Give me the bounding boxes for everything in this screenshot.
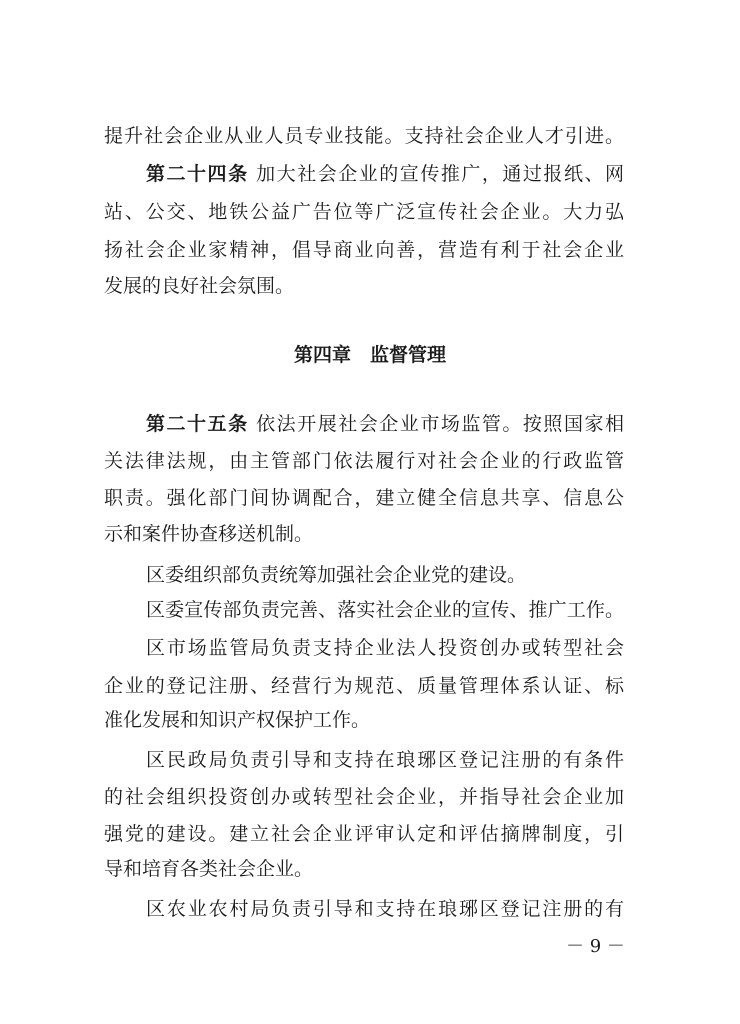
paragraph-line: 站、公交、地铁公益广告位等广泛宣传社会企业。大力弘 xyxy=(104,201,624,223)
paragraph-line: 区农业农村局负责引导和支持在琅琊区登记注册的有 xyxy=(146,898,624,920)
paragraph-line: 区委宣传部负责完善、落实社会企业的宣传、推广工作。 xyxy=(146,599,624,621)
paragraph-line: 发展的良好社会氛围。 xyxy=(104,275,295,297)
paragraph-line: 关法律法规，由主管部门依法履行对社会企业的行政监管 xyxy=(104,450,624,472)
article-25-number: 第二十五条 xyxy=(146,413,249,435)
article-25-first-line: 第二十五条 依法开展社会企业市场监管。按照国家相 xyxy=(146,413,624,435)
paragraph-line: 强党的建设。建立社会企业评审认定和评估摘牌制度，引 xyxy=(104,823,624,845)
paragraph-line: 扬社会企业家精神，倡导商业向善，营造有利于社会企业 xyxy=(104,239,624,261)
paragraph-line: 示和案件协查移送机制。 xyxy=(104,523,314,545)
chapter-heading: 第四章 监督管理 xyxy=(293,344,446,366)
paragraph-line: 提升社会企业从业人员专业技能。支持社会企业人才引进。 xyxy=(104,125,624,147)
paragraph-line: 导和培育各类社会企业。 xyxy=(104,858,314,880)
paragraph-line: 区民政局负责引导和支持在琅琊区登记注册的有条件 xyxy=(146,749,624,771)
paragraph-line: 区市场监管局负责支持企业法人投资创办或转型社会 xyxy=(146,637,624,659)
paragraph-line: 准化发展和知识产权保护工作。 xyxy=(104,709,371,731)
paragraph-line: 的社会组织投资创办或转型社会企业，并指导社会企业加 xyxy=(104,786,624,808)
paragraph-line: 区委组织部负责统筹加强社会企业党的建设。 xyxy=(146,564,527,586)
page-number: － 9 － xyxy=(566,936,625,957)
paragraph-line: 职责。强化部门间协调配合，建立健全信息共享、信息公 xyxy=(104,487,624,509)
article-24-first-line: 第二十四条 加大社会企业的宣传推广，通过报纸、网 xyxy=(146,163,624,185)
article-24-number: 第二十四条 xyxy=(146,163,249,185)
paragraph-line: 企业的登记注册、经营行为规范、质量管理体系认证、标 xyxy=(104,675,624,697)
